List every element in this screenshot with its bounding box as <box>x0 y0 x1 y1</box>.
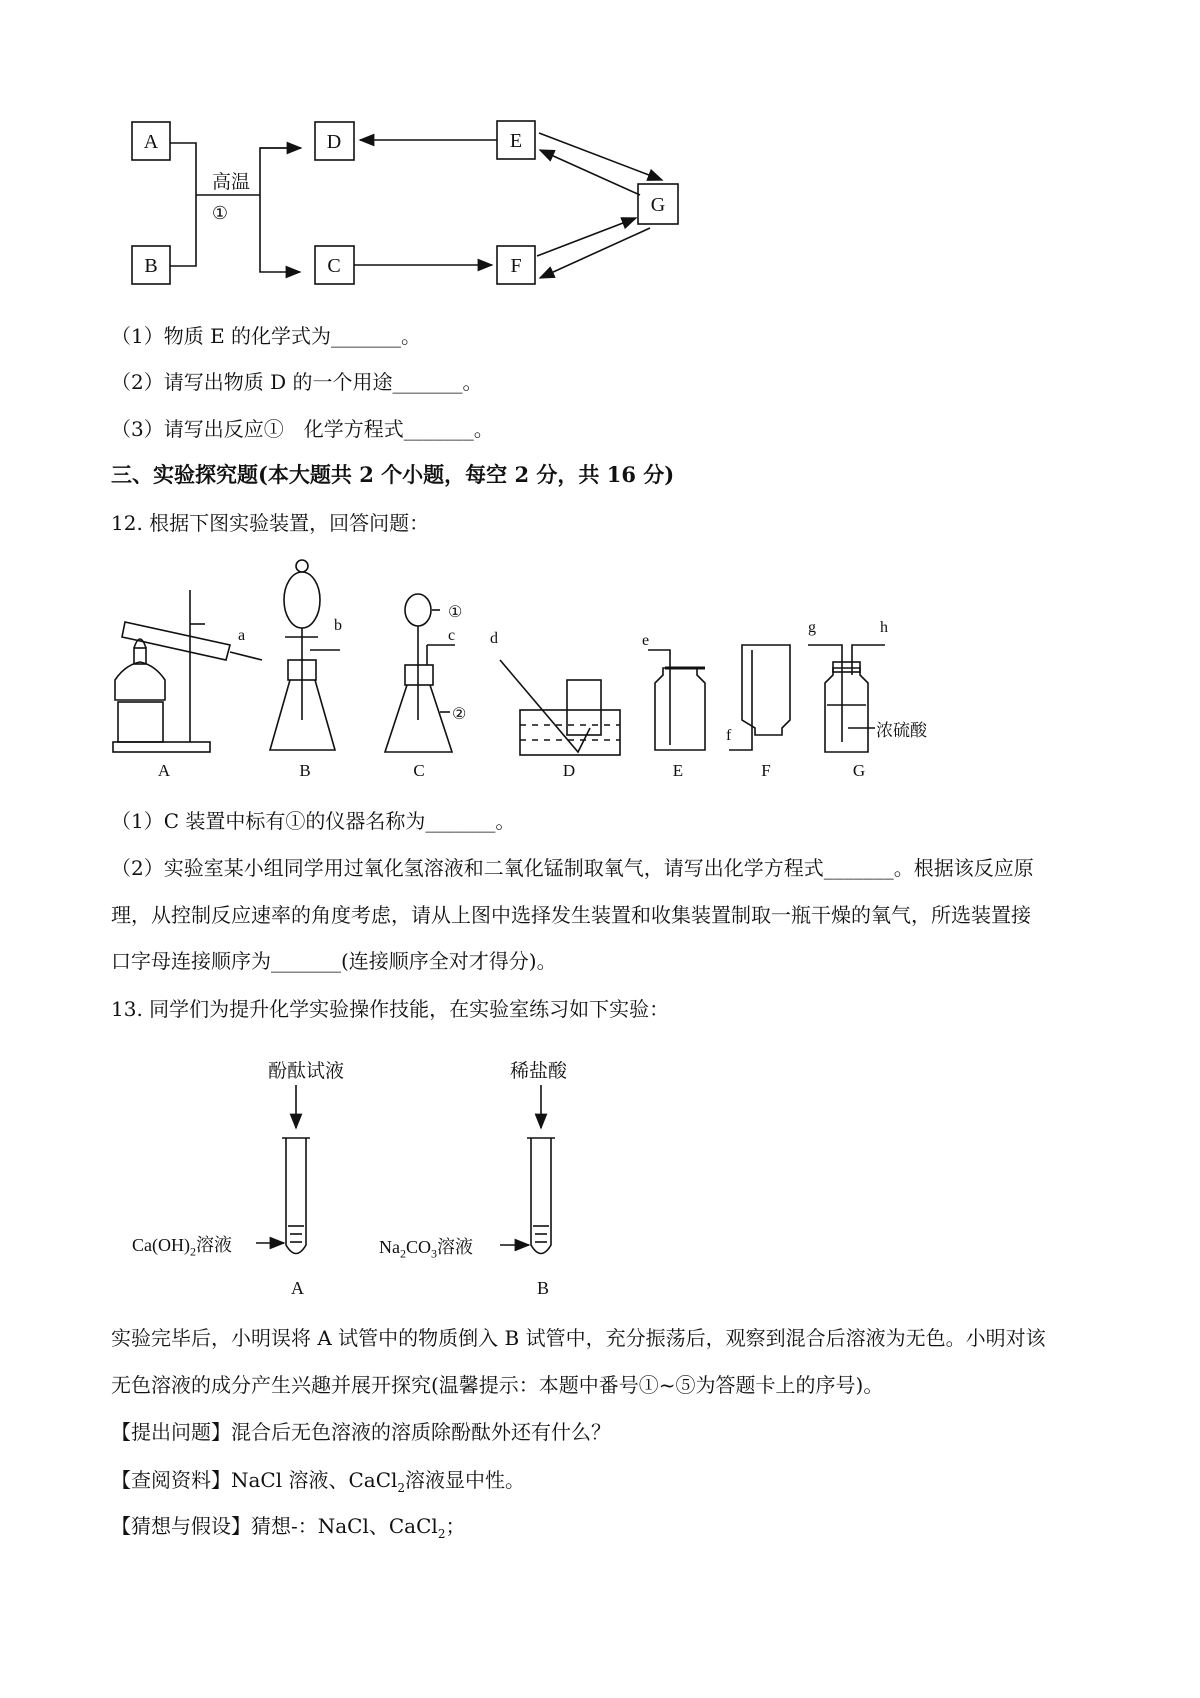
q12-part1: （1）C 装置中标有①的仪器名称为_______。 <box>111 809 516 833</box>
q13-paragraph-line2: 无色溶液的成分产生兴趣并展开探究(温馨提示：本题中番号①~⑤为答题卡上的序号)。 <box>111 1373 884 1397</box>
q11-part1: （1）物质 E 的化学式为_______。 <box>111 324 422 348</box>
reagent-label: 浓硫酸 <box>876 721 927 740</box>
port-label-b: b <box>334 617 342 634</box>
node-c: C <box>327 255 341 277</box>
mark-1: ① <box>448 604 463 621</box>
q12-stem: 12. 根据下图实验装置，回答问题： <box>111 511 430 535</box>
port-label-d: d <box>490 630 498 647</box>
apparatus-c: C <box>413 761 425 780</box>
node-f: F <box>510 255 522 277</box>
q13-paragraph-line1: 实验完毕后，小明误将 A 试管中的物质倒入 B 试管中，充分振荡后，观察到混合后溶液为无色。小明对该 <box>111 1326 1046 1350</box>
mark-2: ② <box>452 706 467 723</box>
apparatus-e: E <box>672 761 684 780</box>
q13-info: 【查阅资料】NaCl 溶液、CaCl$_2$溶液显中性。 <box>111 1468 526 1495</box>
condition-label: 高温 <box>211 172 251 193</box>
apparatus-g: G <box>852 761 866 780</box>
port-label-c: c <box>448 627 456 644</box>
q13-question: 【提出问题】混合后无色溶液的溶质除酚酞外还有什么？ <box>111 1420 611 1444</box>
apparatus-d: D <box>562 761 576 780</box>
node-b: B <box>144 255 158 277</box>
port-label-g: g <box>808 619 816 636</box>
port-label-a: a <box>238 627 246 644</box>
port-label-e: e <box>642 632 650 649</box>
tube-b-reagent: 稀盐酸 <box>510 1060 568 1082</box>
node-g: G <box>650 194 666 216</box>
apparatus-a: A <box>157 761 171 780</box>
apparatus-f: F <box>761 761 771 780</box>
q11-part2: （2）请写出物质 D 的一个用途_______。 <box>111 370 483 394</box>
tube-a-reagent: 酚酞试液 <box>268 1060 345 1082</box>
tube-a-solution: $Ca(OH)_2$溶液 <box>132 1235 232 1259</box>
tube-b-label: B <box>537 1278 550 1298</box>
section-heading: 三、实验探究题(本大题共 2 个小题，每空 2 分，共 16 分) <box>111 462 675 487</box>
port-label-f: f <box>726 727 732 744</box>
reaction-number: ① <box>211 203 229 223</box>
node-e: E <box>509 130 523 152</box>
node-a: A <box>143 131 159 153</box>
tube-b-solution: $Na_2CO_3$溶液 <box>379 1237 474 1261</box>
q13-stem: 13. 同学们为提升化学实验操作技能，在实验室练习如下实验： <box>111 997 670 1021</box>
q13-hypothesis: 【猜想与假设】猜想-：NaCl、CaCl$_2$； <box>111 1514 466 1541</box>
node-d: D <box>326 131 342 153</box>
port-label-h: h <box>880 619 888 636</box>
apparatus-b: B <box>299 761 311 780</box>
q12-part2-line1: （2）实验室某小组同学用过氧化氢溶液和二氧化锰制取氧气，请写出化学方程式_______。根据该反应原 <box>111 856 1034 880</box>
q12-part2-line3: 口字母连接顺序为_______(连接顺序全对才得分)。 <box>111 949 557 973</box>
tube-a-label: A <box>291 1278 304 1298</box>
q11-part3: （3）请写出反应① 化学方程式_______。 <box>111 417 494 441</box>
q12-part2-line2: 理，从控制反应速率的角度考虑，请从上图中选择发生装置和收集装置制取一瓶干燥的氧气，所选装置接 <box>111 903 1031 927</box>
